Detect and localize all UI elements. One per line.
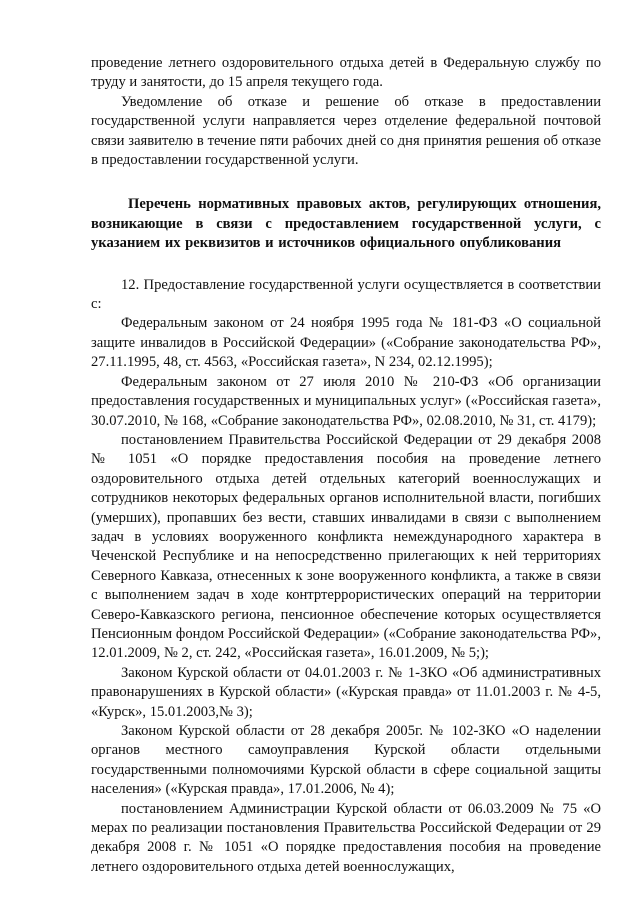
section-heading-legal-acts: Перечень нормативных правовых актов, регулирующих отношения, возникающие в связи с предоставлением государственной услуги, с указанием их реквизитов и источников официального опубликования — [91, 196, 601, 252]
paragraph-federal-law-210: Федеральным законом от 27 июля 2010 № 210-ФЗ «Об организации предоставления государственных и муниципальных услуг» («Российская газета», 30.07.2010, № 168, «Собрание законодательства РФ», 02.08.2010, № 31, ст. 4179); — [91, 373, 601, 429]
paragraph-kursk-administration-decree-75: постановлением Администрации Курской области от 06.03.2009 № 75 «О мерах по реализации постановления Правительства Российской Федерации от 29 декабря 2008 г. № 1051 «О порядке предоставления пособия на проведение летнего оздоровительного отдыха детей военнослужащих, — [91, 800, 601, 875]
paragraph-kursk-law-1-zko: Законом Курской области от 04.01.2003 г. № 1-ЗКО «Об административных правонарушениях в Курской области» («Курская правда» от 11.01.2003 г. № 4-5, «Курск», 15.01.2003,№ 3); — [91, 664, 601, 720]
paragraph-refusal-notice: Уведомление об отказе и решение об отказе в предоставлении государственной услуги направляется через отделение федеральной почтовой связи заявителю в течение пяти рабочих дней со дня принятия решения об отказе в предоставлении государственной услуги. — [91, 93, 601, 169]
paragraph-federal-law-181: Федеральным законом от 24 ноября 1995 года № 181-ФЗ «О социальной защите инвалидов в Российской Федерации» («Собрание законодательства РФ», 27.11.1995, 48, ст. 4563, «Российская газета», N 234, 02.12.1995); — [91, 315, 601, 371]
paragraph-kursk-law-102-zko: Законом Курской области от 28 декабря 2005г. № 102-ЗКО «О наделении органов местного самоуправления Курской области отдельными государственными полномочиями Курской области в сфере социальной защиты населения» («Курская правда», 17.01.2006, № 4); — [91, 723, 601, 798]
paragraph-item-12: 12. Предоставление государственной услуги осуществляется в соответствии с: — [91, 276, 601, 313]
paragraph-summer-rest-continuation: проведение летнего оздоровительного отдыха детей в Федеральную службу по труду и занятости, до 15 апреля текущего года. — [91, 55, 601, 91]
paragraph-government-decree-1051: постановлением Правительства Российской Федерации от 29 декабря 2008 № 1051 «О порядке предоставления пособия на проведение летнего оздоровительного отдыха детей отдельных категорий военнослужащих и сотрудников некоторых федеральных органов исполнительной власти, погибших (умерших), пропавших без вести, ставших инвалидами в связи с выполнением задач в условиях вооруженного конфликта немеждународного характера в Чеченской Республике и на непосредственно прилегающих к ней территориях Северного Кавказа, отнесенных к зоне вооруженного конфликта, а также в связи с выполнением задач в ходе контртеррористических операций на территории Северо-Кавказского региона, пенсионное обеспечение которых осуществляется Пенсионным фондом Российской Федерации» («Собрание законодательства РФ», 12.01.2009, № 2, ст. 242, «Российская газета», 16.01.2009, № 5;); — [91, 431, 601, 662]
document-page — [91, 54, 601, 877]
